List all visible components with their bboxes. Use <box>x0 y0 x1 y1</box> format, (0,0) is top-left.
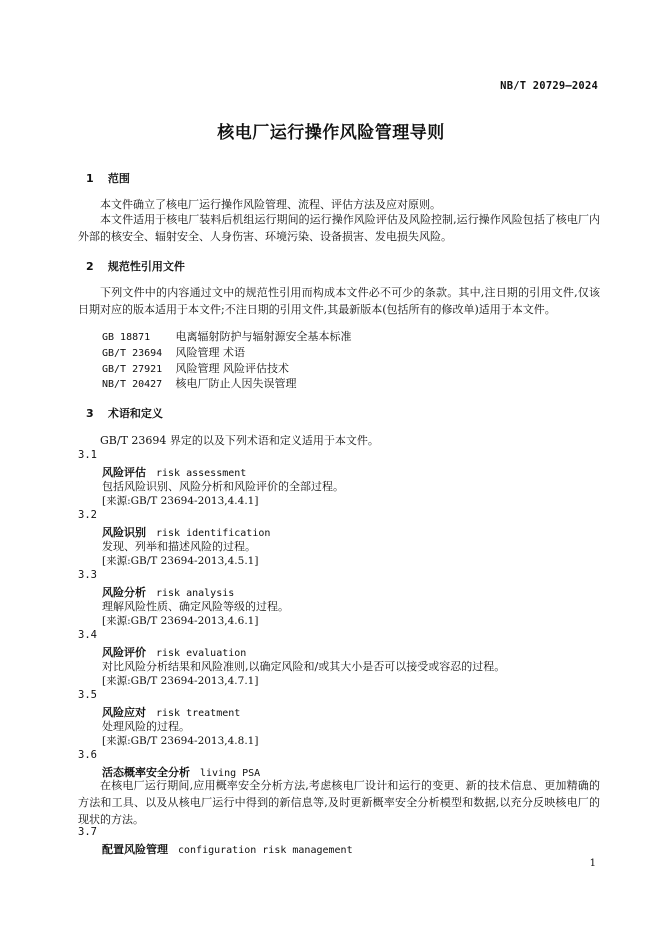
term-number: 3.1 <box>78 449 97 461</box>
term-source: [来源:GB/T 23694-2013,4.4.1] <box>102 495 259 507</box>
term-number: 3.5 <box>78 689 97 701</box>
term-source: [来源:GB/T 23694-2013,4.8.1] <box>102 735 259 747</box>
term-name-en: risk identification <box>156 528 271 539</box>
term-name-en: risk analysis <box>156 588 235 599</box>
term-definition: 理解风险性质、确定风险等级的过程。 <box>102 600 289 613</box>
term-definition: 对比风险分析结果和风险准则,以确定风险和/或其大小是否可以接受或容忍的过程。 <box>102 660 506 673</box>
reference-name: 电离辐射防护与辐射源安全基本标准 <box>175 330 352 343</box>
reference-item <box>102 375 297 393</box>
section-1-paragraph-1: 本文件确立了核电厂运行操作风险管理、流程、评估方法及应对原则。 <box>100 198 441 211</box>
term-name-en: risk assessment <box>156 468 247 479</box>
term-name-zh: 风险评估 <box>102 466 146 479</box>
section-1-heading <box>86 170 130 186</box>
reference-code: NB/T 20427 <box>102 379 163 390</box>
term-number: 3.7 <box>78 826 97 838</box>
section-title: 范围 <box>107 172 130 185</box>
term-name-en: risk treatment <box>156 708 241 719</box>
term-definition: 在核电厂运行期间,应用概率安全分析方法,考虑核电厂设计和运行的变更、新的技术信息、更加精确的方法和工具、以及从核电厂运行中得到的新信息等,及时更新概率安全分析模型和数据,以充分反映核电厂的现状的方法。 <box>78 779 600 826</box>
term-name-en: risk evaluation <box>156 648 247 659</box>
reference-name: 风险管理 术语 <box>175 346 245 359</box>
page-number: 1 <box>589 858 596 869</box>
section-1-paragraph-2: 本文件适用于核电厂装料后机组运行期间的运行操作风险评估及风险控制,运行操作风险包括了核电厂内外部的核安全、辐射安全、人身伤害、环境污染、设备损害、发电损失风险。 <box>78 213 600 243</box>
reference-name: 风险管理 风险评估技术 <box>175 362 289 375</box>
term-source: [来源:GB/T 23694-2013,4.6.1] <box>102 615 259 627</box>
section-number: 2 <box>86 260 94 273</box>
term-name-en: living PSA <box>200 768 261 779</box>
term-name-zh: 配置风险管理 <box>102 843 168 856</box>
term-number: 3.6 <box>78 749 97 761</box>
reference-name: 核电厂防止人因失误管理 <box>175 377 297 390</box>
section-title: 术语和定义 <box>107 407 163 420</box>
term-source: [来源:GB/T 23694-2013,4.7.1] <box>102 675 259 687</box>
term-name-zh: 风险应对 <box>102 706 146 719</box>
reference-code: GB 18871 <box>102 332 151 343</box>
term-definition: 处理风险的过程。 <box>102 720 190 733</box>
term-name-zh: 活态概率安全分析 <box>102 766 190 779</box>
section-3-intro: GB/T 23694 界定的以及下列术语和定义适用于本文件。 <box>100 434 379 447</box>
section-2-heading <box>86 258 185 274</box>
term-heading <box>102 841 353 857</box>
term-number: 3.4 <box>78 629 97 641</box>
term-name-zh: 风险评价 <box>102 646 146 659</box>
section-2-paragraph-1: 下列文件中的内容通过文中的规范性引用而构成本文件必不可少的条款。其中,注日期的引用文件,仅该日期对应的版本适用于本文件;不注日期的引用文件,其最新版本(包括所有的修改单)适用于本文件。 <box>78 286 600 316</box>
section-title: 规范性引用文件 <box>107 260 185 273</box>
term-name-zh: 风险分析 <box>102 586 146 599</box>
term-number: 3.3 <box>78 569 97 581</box>
term-source: [来源:GB/T 23694-2013,4.5.1] <box>102 555 259 567</box>
term-definition: 发现、列举和描述风险的过程。 <box>102 540 256 553</box>
section-3-heading <box>86 405 163 421</box>
section-number: 3 <box>86 407 94 420</box>
term-name-zh: 风险识别 <box>102 526 146 539</box>
section-number: 1 <box>86 172 94 185</box>
document-title: 核电厂运行操作风险管理导则 <box>217 123 445 143</box>
standard-code: NB/T 20729—2024 <box>500 80 598 92</box>
reference-code: GB/T 27921 <box>102 364 163 375</box>
term-name-en: configuration risk management <box>178 845 353 856</box>
term-definition: 包括风险识别、风险分析和风险评价的全部过程。 <box>102 480 344 493</box>
reference-code: GB/T 23694 <box>102 348 163 359</box>
term-number: 3.2 <box>78 509 97 521</box>
